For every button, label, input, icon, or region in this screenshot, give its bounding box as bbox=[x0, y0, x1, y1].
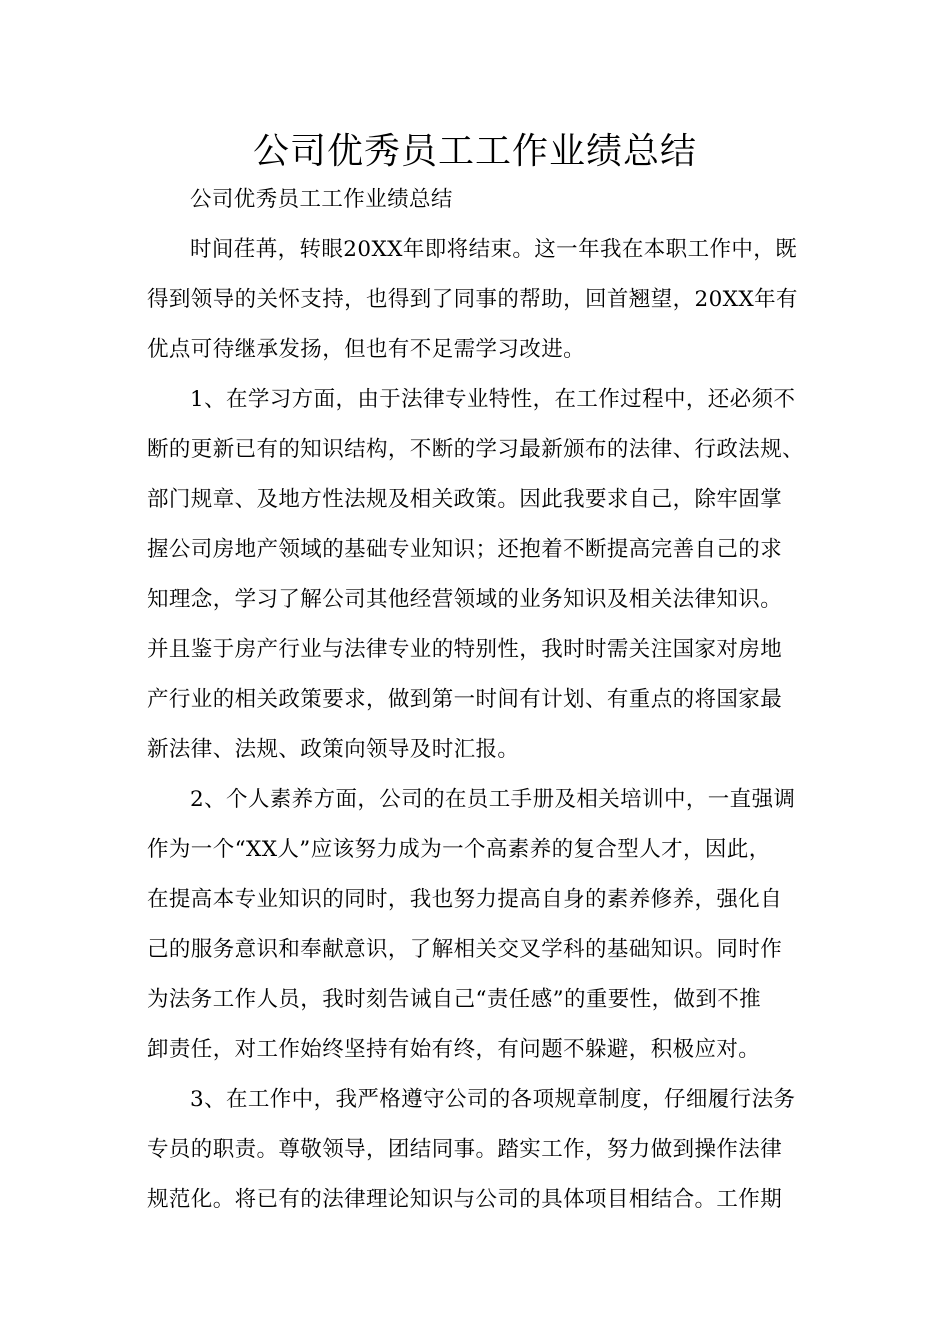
document-subtitle: 公司优秀员工工作业绩总结 bbox=[190, 187, 453, 212]
paragraph-line: 1、在学习方面，由于法律专业特性，在工作过程中，还必须不 bbox=[190, 387, 796, 412]
paragraph-line: 规范化。将已有的法律理论知识与公司的具体项目相结合。工作期 bbox=[147, 1187, 783, 1212]
paragraph-line: 得到领导的关怀支持，也得到了同事的帮助，回首翘望，20XX年有 bbox=[147, 287, 798, 312]
paragraph-line: 2、个人素养方面，公司的在员工手册及相关培训中，一直强调 bbox=[190, 787, 796, 812]
paragraph-line: 为法务工作人员，我时刻告诫自己“责任感”的重要性，做到不推 bbox=[147, 987, 762, 1012]
paragraph-line: 部门规章、及地方性法规及相关政策。因此我要求自己，除牢固掌 bbox=[147, 487, 783, 512]
paragraph-line: 在提高本专业知识的同时，我也努力提高自身的素养修养，强化自 bbox=[147, 887, 783, 912]
paragraph-line: 作为一个“XX人”应该努力成为一个高素养的复合型人才，因此， bbox=[147, 837, 771, 862]
document-title: 公司优秀员工工作业绩总结 bbox=[252, 131, 697, 172]
paragraph-line: 断的更新已有的知识结构，不断的学习最新颁布的法律、行政法规、 bbox=[147, 437, 805, 462]
paragraph-line: 新法律、法规、政策向领导及时汇报。 bbox=[147, 737, 520, 762]
paragraph-line: 优点可待继承发扬，但也有不足需学习改进。 bbox=[147, 337, 586, 362]
paragraph-line: 卸责任，对工作始终坚持有始有终，有问题不躲避，积极应对。 bbox=[147, 1037, 761, 1062]
paragraph-line: 时间荏苒，转眼20XX年即将结束。这一年我在本职工作中，既 bbox=[190, 237, 798, 262]
paragraph-line: 专员的职责。尊敬领导，团结同事。踏实工作，努力做到操作法律 bbox=[147, 1137, 783, 1162]
paragraph-line: 知理念，学习了解公司其他经营领域的业务知识及相关法律知识。 bbox=[147, 587, 783, 612]
paragraph-line: 3、在工作中，我严格遵守公司的各项规章制度，仔细履行法务 bbox=[190, 1087, 796, 1112]
paragraph-line: 并且鉴于房产行业与法律专业的特别性，我时时需关注国家对房地 bbox=[147, 637, 783, 662]
paragraph-line: 握公司房地产领域的基础专业知识；还抱着不断提高完善自己的求 bbox=[147, 537, 783, 562]
paragraph-line: 己的服务意识和奉献意识，了解相关交叉学科的基础知识。同时作 bbox=[147, 937, 783, 962]
paragraph-line: 产行业的相关政策要求，做到第一时间有计划、有重点的将国家最 bbox=[147, 687, 783, 712]
